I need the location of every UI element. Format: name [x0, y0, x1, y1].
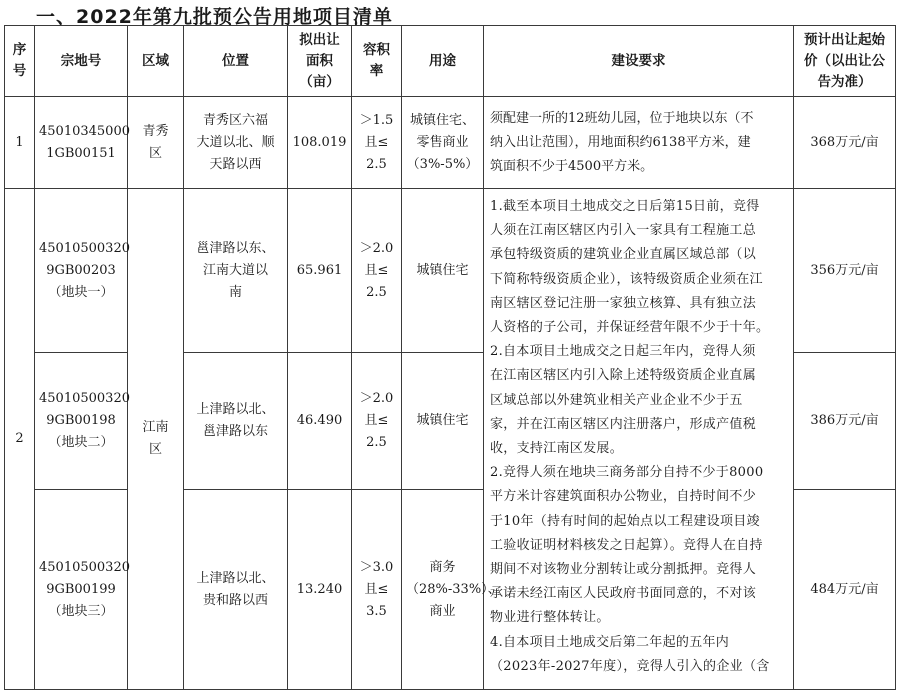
cell-district: 青秀 区 — [128, 97, 184, 189]
requirement-line: 工验收证明材料核发之日起算）。竞得人在自持 — [490, 537, 763, 553]
requirement-line: 收，支持江南区发展。 — [490, 441, 624, 457]
requirement-line: 承包特级资质的建筑业企业直属区域总部（以 — [490, 247, 757, 263]
header-area: 拟出让 面积 （亩） — [288, 26, 352, 97]
requirement-line: 平方米计容建筑面积办公物业，自持时间不少 — [490, 489, 757, 505]
cell-requirements — [484, 189, 794, 690]
cell-parcel: 45010500320 9GB00203 （地块一） — [35, 189, 128, 353]
requirement-line: 2.竞得人须在地块三商务部分自持不少于8000 — [490, 465, 764, 481]
cell-requirement: 须配建一所的12班幼儿园，位于地块以东（不 纳入出让范围），用地面积约6138平方米，建 筑面积不少于4500平方米。 — [484, 97, 794, 189]
cell-use: 城镇住宅、 零售商业 （3%-5%） — [402, 97, 484, 189]
requirement-line: 家，并在江南区辖区内注册落户，形成产值税 — [490, 416, 757, 432]
cell-parcel: 45010500320 9GB00199 （地块三） — [35, 490, 128, 690]
header-price: 预计出让起始 价（以出让公 告为准） — [794, 26, 896, 97]
cell-location: 上津路以北、 贵和路以西 — [184, 490, 288, 690]
requirement-line: 于10年（持有时间的起始点以工程建设项目竣 — [490, 513, 760, 529]
cell-price: 484万元/亩 — [794, 490, 896, 690]
cell-far: ＞2.0 且≤ 2.5 — [352, 189, 402, 353]
cell-use: 城镇住宅 — [402, 353, 484, 490]
cell-far: ＞3.0 且≤ 3.5 — [352, 490, 402, 690]
cell-price: 386万元/亩 — [794, 353, 896, 490]
table-row — [5, 97, 896, 189]
requirement-line: 2.自本项目土地成交之日起三年内，竞得人须 — [490, 344, 756, 360]
cell-far: ＞2.0 且≤ 2.5 — [352, 353, 402, 490]
header-use: 用途 — [402, 26, 484, 97]
header-row — [5, 26, 896, 97]
cell-use: 城镇住宅 — [402, 189, 484, 353]
requirement-line: 4.自本项目土地成交后第二年起的五年内 — [490, 634, 730, 650]
requirement-line: 人须在江南区辖区内引入一家具有工程施工总 — [490, 223, 757, 239]
requirement-line: 1.截至本项目土地成交之日后第15日前，竞得 — [490, 199, 760, 214]
cell-location: 青秀区六福 大道以北、顺 天路以西 — [184, 97, 288, 189]
cell-parcel: 45010345000 1GB00151 — [35, 97, 128, 189]
requirement-line: 在江南区辖区内引入除上述特级资质企业直属 — [490, 368, 757, 384]
requirement-line: 下简称特级资质企业），该特级资质企业须在江 — [490, 271, 763, 287]
table-row — [5, 189, 896, 353]
cell-price: 368万元/亩 — [794, 97, 896, 189]
requirement-line: 区域总部以外建筑业相关产业企业不少于五 — [490, 392, 743, 408]
land-project-table — [4, 25, 896, 690]
cell-parcel: 45010500320 9GB00198 （地块二） — [35, 353, 128, 490]
requirement-line: 南区辖区登记注册一家独立核算、具有独立法 — [490, 295, 757, 311]
requirement-line: 承诺未经江南区人民政府书面同意的，不对该 — [490, 586, 757, 602]
cell-far: ＞1.5 且≤ 2.5 — [352, 97, 402, 189]
cell-area: 13.240 — [288, 490, 352, 690]
requirement-line: 人资格的子公司，并保证经营年限不少于十年。 — [490, 320, 770, 336]
header-district: 区域 — [128, 26, 184, 97]
requirement-line: 物业进行整体转让。 — [490, 610, 610, 626]
header-seq: 序 号 — [5, 26, 35, 97]
cell-use: 商务 （28%-33%）、 商业 — [402, 490, 484, 690]
page-title: 一、2022年第九批预公告用地项目清单 — [36, 6, 393, 28]
cell-area: 65.961 — [288, 189, 352, 353]
cell-location: 邕津路以东、 江南大道以 南 — [184, 189, 288, 353]
requirement-line: 期间不对该物业分割转让或分割抵押。竞得人 — [490, 562, 757, 578]
cell-area: 46.490 — [288, 353, 352, 490]
header-parcel: 宗地号 — [35, 26, 128, 97]
cell-district: 江南 区 — [128, 189, 184, 690]
cell-location: 上津路以北、 邕津路以东 — [184, 353, 288, 490]
cell-area: 108.019 — [288, 97, 352, 189]
header-location: 位置 — [184, 26, 288, 97]
cell-seq: 1 — [5, 97, 35, 189]
requirement-line: （2023年-2027年度），竞得人引入的企业（含 — [490, 658, 770, 674]
header-requirements: 建设要求 — [484, 26, 794, 97]
cell-seq: 2 — [5, 189, 35, 690]
header-far: 容积 率 — [352, 26, 402, 97]
cell-price: 356万元/亩 — [794, 189, 896, 353]
